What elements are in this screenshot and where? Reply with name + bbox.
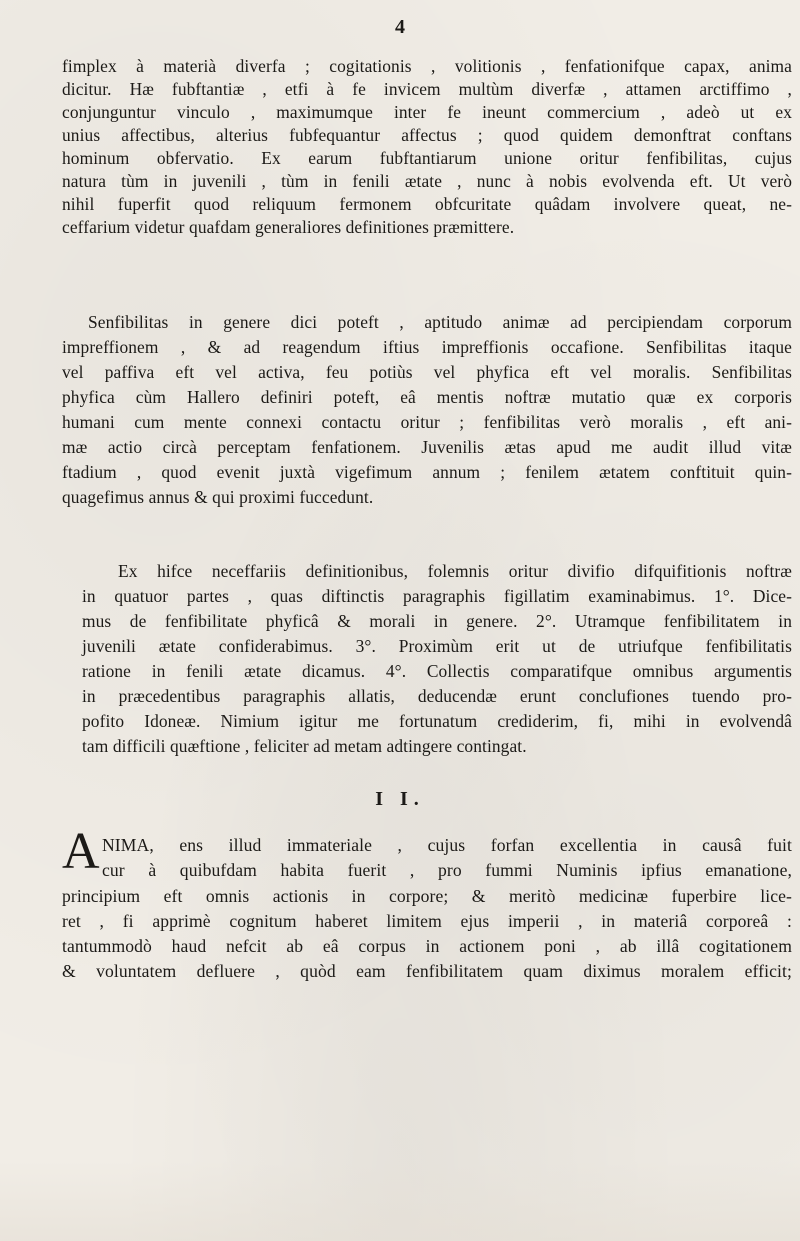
text-line: vel paffiva eft vel activa, feu potiùs vel phyfica eft vel moralis. Senfibilitas <box>62 362 792 382</box>
text-line: in quatuor partes , quas diftinctis paragraphis figillatim examinabimus. 1°. Dice- <box>82 586 792 606</box>
text-line: & voluntatem defluere , quòd eam fenfibilitatem quam diximus moralem efficit; <box>62 961 792 981</box>
text-line: mus de fenfibilitate phyficâ & morali in genere. 2°. Utramque fenfibilitatem in <box>82 611 792 631</box>
text-line: tam difficili quæftione , feliciter ad metam adtingere contingat. <box>82 736 527 756</box>
text-line: NIMA, ens illud immateriale , cujus forfan excellentia in causâ fuit <box>102 835 792 855</box>
text-line: in præcedentibus paragraphis allatis, deducendæ erunt conclufiones tuendo pro- <box>82 686 792 706</box>
text-line: ceffarium videtur quafdam generaliores definitiones præmittere. <box>62 217 515 237</box>
text-line: juvenili ætate confiderabimus. 3°. Proximùm erit ut de utriufque fenfibilitatis <box>82 636 792 656</box>
text-line: pofito Idoneæ. Nimium igitur me fortunatum crediderim, fi, mihi in evolvendâ <box>82 711 792 731</box>
text-line: ftadium , quod evenit juxtà vigefimum annum ; fenilem ætatem conftituit quin- <box>62 462 792 482</box>
page-number: 4 <box>395 16 405 38</box>
text-line: quagefimus annus & qui proximi fuccedunt. <box>62 487 374 507</box>
text-line: tantummodò haud nefcit ab eâ corpus in actionem poni , ab illâ cogitationem <box>62 936 792 956</box>
text-line: nihil fuperfit quod reliquum fermonem obfcuritate quâdam involvere queat, ne- <box>62 194 792 214</box>
text-line: principium eft omnis actionis in corpore; & meritò medicinæ fuperbire lice- <box>62 886 792 906</box>
text-line: ret , fi apprimè cognitum haberet limitem ejus imperii , in materiâ corporeâ : <box>62 911 792 931</box>
text-line: impreffionem , & ad reagendum iftius impreffionis occafione. Senfibilitas itaque <box>62 337 792 357</box>
text-line: ratione in fenili ætate dicamus. 4°. Collectis comparatifque omnibus argumentis <box>82 661 792 681</box>
text-line: cur à quibufdam habita fuerit , pro fummi Numinis ipfius emanatione, <box>102 860 792 880</box>
drop-cap: A <box>62 823 100 880</box>
text-line: Senfibilitas in genere dici poteft , aptitudo animæ ad percipiendam corporum <box>88 312 792 332</box>
text-line: Ex hifce neceffariis definitionibus, folemnis oritur divifio difquifitionis noftræ <box>118 561 792 581</box>
text-line: fimplex à materià diverfa ; cogitationis , volitionis , fenfationifque capax, anima <box>62 56 792 76</box>
text-line: dicitur. Hæ fubftantiæ , etfi à fe invicem multùm diverfæ , attamen arctiffimo , <box>62 79 792 99</box>
section-heading: I I. <box>375 788 425 810</box>
text-line: hominum obfervatio. Ex earum fubftantiarum unione oritur fenfibilitas, cujus <box>62 148 792 168</box>
text-line: unius affectibus, alterius fubfequantur affectus ; quod quidem demonftrat conftans <box>62 125 792 145</box>
text-line: conjunguntur vinculo , maximumque inter fe ineunt commercium , adeò ut ex <box>62 102 792 122</box>
page-bottom-shading <box>0 1160 800 1241</box>
text-line: humani cum mente connexi contactu oritur ; fenfibilitas verò moralis , eft ani- <box>62 412 792 432</box>
text-line: mæ actio circà perceptam fenfationem. Juvenilis ætas apud me audit illud vitæ <box>62 437 792 457</box>
text-line: natura tùm in juvenili , tùm in fenili ætate , nunc à nobis evolvenda eft. Ut verò <box>62 171 792 191</box>
text-line: phyfica cùm Hallero definiri poteft, eâ mentis noftræ mutatio quæ ex corporis <box>62 387 792 407</box>
